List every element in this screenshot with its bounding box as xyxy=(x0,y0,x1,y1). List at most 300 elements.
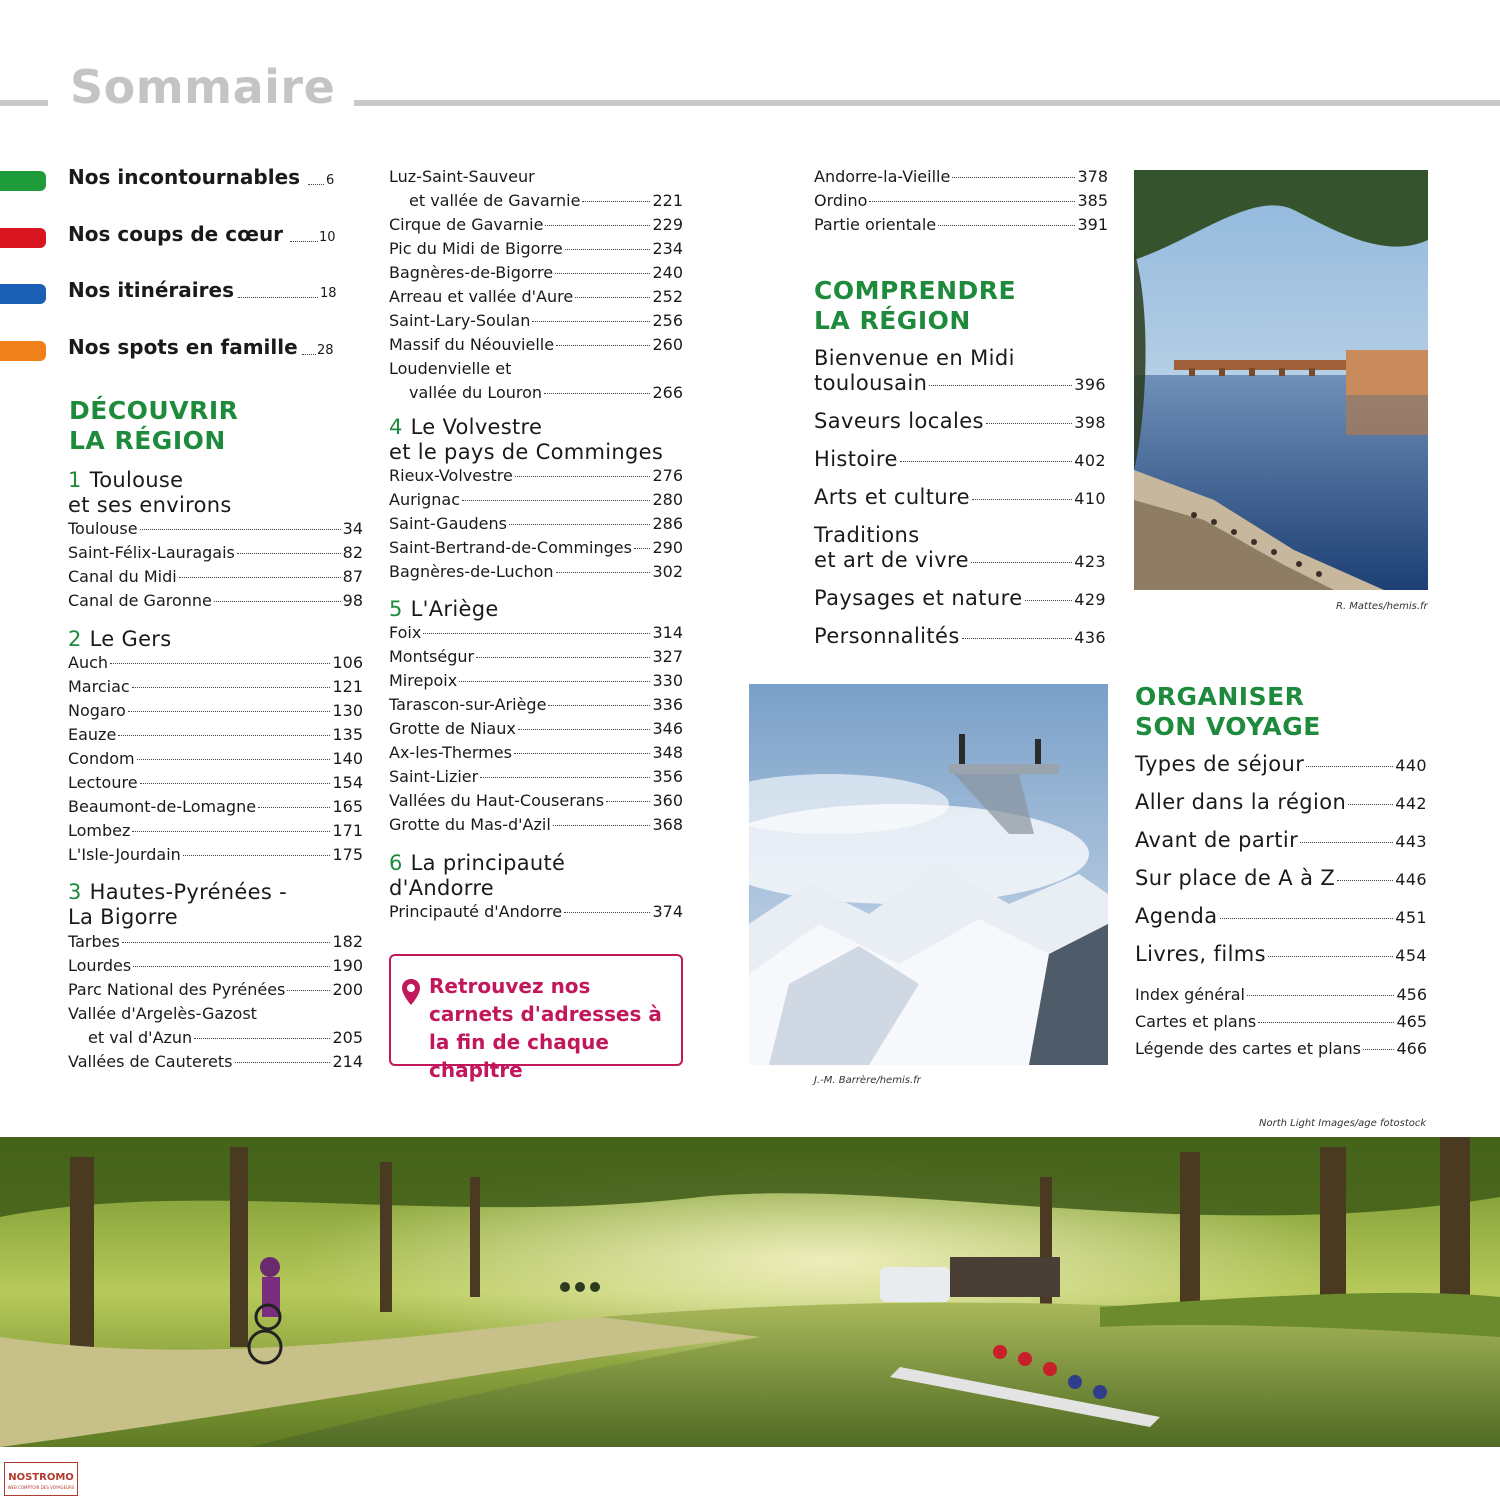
toc-entry[interactable] xyxy=(1135,1039,1427,1066)
dot-leader xyxy=(634,548,650,549)
toc-entry-label: Saint-Lizier xyxy=(389,767,479,786)
chapter-title-3[interactable] xyxy=(68,880,287,930)
toc-entry-label: et val d'Azun xyxy=(88,1028,193,1047)
toc-list-ch2 xyxy=(68,653,363,869)
dot-leader xyxy=(606,801,650,802)
dot-leader xyxy=(1306,766,1393,767)
toc-entry-label: Arts et culture xyxy=(814,485,971,509)
toc-entry-label: L'Isle-Jourdain xyxy=(68,845,181,864)
toc-entry[interactable] xyxy=(814,371,1106,409)
photo-credit-canal: North Light Images/age fotostock xyxy=(1259,1118,1427,1129)
toc-entry-page: 436 xyxy=(1074,628,1106,647)
toc-list-ch3-cont xyxy=(389,167,683,407)
toc-entry[interactable] xyxy=(389,311,683,335)
toc-entry[interactable] xyxy=(389,671,683,695)
toc-entry-page: 410 xyxy=(1074,489,1106,508)
toc-entry-page: 121 xyxy=(332,677,363,696)
toc-entry-page: 165 xyxy=(332,797,363,816)
toc-entry[interactable] xyxy=(68,845,363,869)
toc-entry-label: Foix xyxy=(389,623,422,642)
dot-leader xyxy=(179,577,341,578)
dot-leader xyxy=(423,633,650,634)
toc-entry-label: Luz-Saint-Sauveur xyxy=(389,167,535,186)
toc-entry[interactable] xyxy=(68,543,363,567)
dot-leader xyxy=(1300,842,1393,843)
toc-entry-label: Bagnères-de-Luchon xyxy=(389,562,554,581)
dot-leader xyxy=(132,687,331,688)
toc-entry-page: 221 xyxy=(652,191,683,210)
toc-entry-label: Traditions xyxy=(814,523,920,547)
pyrenees-photo-illustration xyxy=(749,684,1108,1065)
toc-entry-label: Montségur xyxy=(389,647,475,666)
section-title-understand xyxy=(814,276,1016,336)
toc-entry[interactable] xyxy=(389,263,683,287)
dot-leader xyxy=(553,825,651,826)
toc-entry-label: Types de séjour xyxy=(1135,752,1305,776)
toc-entry-page: 234 xyxy=(652,239,683,258)
dot-leader xyxy=(869,201,1075,202)
toc-list-organise xyxy=(1135,752,1427,980)
toc-entry[interactable] xyxy=(68,591,363,615)
toc-entry-page: 280 xyxy=(652,490,683,509)
nostromo-logo xyxy=(4,1462,78,1496)
toc-entry[interactable] xyxy=(814,548,1106,586)
page-title: Sommaire xyxy=(70,60,336,114)
toc-entry[interactable] xyxy=(1135,866,1427,904)
toc-entry-label: Auch xyxy=(68,653,109,672)
chapter-title-1[interactable] xyxy=(68,468,232,518)
section-title-organise xyxy=(1135,682,1321,742)
toc-entry-page: 256 xyxy=(652,311,683,330)
toc-entry-label-only[interactable] xyxy=(814,346,1106,371)
toc-list-ch6-cont xyxy=(814,167,1108,239)
toc-entry-label: Aurignac xyxy=(389,490,461,509)
dot-leader xyxy=(544,393,650,394)
toc-entry-page: 423 xyxy=(1074,552,1106,571)
chapter-number: 6 xyxy=(389,851,403,875)
toc-entry[interactable] xyxy=(814,167,1108,191)
toc-entry[interactable] xyxy=(389,902,683,926)
canal-photo xyxy=(0,1137,1500,1447)
dot-leader xyxy=(556,572,651,573)
chapter-title-2[interactable] xyxy=(68,627,171,652)
chapter-title-line: et ses environs xyxy=(68,493,232,517)
toc-entry-page: 346 xyxy=(652,719,683,738)
section-title-line: COMPRENDRE xyxy=(814,276,1017,305)
toc-entry-page: 336 xyxy=(652,695,683,714)
toc-entry-label: Nogaro xyxy=(68,701,126,720)
toc-entry[interactable] xyxy=(68,749,363,773)
toc-entry-label: Principauté d'Andorre xyxy=(389,902,563,921)
dot-leader xyxy=(137,759,331,760)
toc-entry[interactable] xyxy=(68,653,363,677)
toc-entry[interactable] xyxy=(389,383,683,407)
toc-entry[interactable] xyxy=(814,485,1106,523)
chapter-title-line: d'Andorre xyxy=(389,876,495,900)
toc-entry-page: 266 xyxy=(652,383,683,402)
toc-entry-label-only[interactable] xyxy=(814,523,1106,548)
toc-entry[interactable] xyxy=(68,701,363,725)
toc-entry-label: Pic du Midi de Bigorre xyxy=(389,239,563,258)
highlight-label: Nos incontournables xyxy=(68,165,301,189)
toc-entry-page: 378 xyxy=(1077,167,1108,186)
toc-entry-page: 98 xyxy=(342,591,363,610)
dot-leader xyxy=(238,296,318,298)
toc-entry-label: Vallée d'Argelès-Gazost xyxy=(68,1004,257,1023)
toc-entry-page: 348 xyxy=(652,743,683,762)
chapter-title-6[interactable] xyxy=(389,851,565,901)
toc-entry-label: Saint-Félix-Lauragais xyxy=(68,543,235,562)
dot-leader xyxy=(509,524,650,525)
photo-credit-toulouse: R. Mattes/hemis.fr xyxy=(1336,601,1428,612)
highlight-page: 10 xyxy=(319,229,336,245)
dot-leader xyxy=(1258,1022,1394,1023)
address-callout xyxy=(389,954,683,1082)
toc-entry-label: Mirepoix xyxy=(389,671,458,690)
toc-entry-label: Index général xyxy=(1135,985,1245,1004)
toc-entry-page: 175 xyxy=(332,845,363,864)
dot-leader xyxy=(118,735,330,736)
toc-entry[interactable] xyxy=(68,773,363,797)
highlight-item[interactable] xyxy=(0,278,370,335)
toc-entry-page: 398 xyxy=(1074,413,1106,432)
toc-entry-page: 402 xyxy=(1074,451,1106,470)
dot-leader xyxy=(582,201,650,202)
toc-entry-label: Lectoure xyxy=(68,773,138,792)
toc-entry[interactable] xyxy=(68,932,363,956)
chapter-title-line: Toulouse xyxy=(89,468,184,492)
pyrenees-photo xyxy=(749,684,1108,1065)
highlight-item[interactable] xyxy=(0,165,370,222)
toc-entry[interactable] xyxy=(1135,1012,1427,1039)
toc-entry[interactable] xyxy=(389,215,683,239)
toc-entry-page: 440 xyxy=(1395,756,1427,775)
logo-tagline: WEB COMPTOIR DES VOYAGEURS xyxy=(7,1485,75,1490)
toc-entry[interactable] xyxy=(389,538,683,562)
toc-entry-label: Partie orientale xyxy=(814,215,937,234)
title-row xyxy=(0,60,1500,120)
toc-entry-label: Ordino xyxy=(814,191,868,210)
toc-entry-page: 456 xyxy=(1396,985,1427,1004)
toc-entry[interactable] xyxy=(68,821,363,845)
toc-entry-label: Condom xyxy=(68,749,135,768)
highlight-label: Nos itinéraires xyxy=(68,278,234,302)
highlight-page: 6 xyxy=(326,173,335,188)
toc-entry[interactable] xyxy=(814,191,1108,215)
toc-entry-label: Histoire xyxy=(814,447,898,471)
toc-entry-page: 214 xyxy=(332,1052,363,1071)
toc-entry[interactable] xyxy=(68,725,363,749)
toc-entry-label: Rieux-Volvestre xyxy=(389,466,513,485)
dot-leader xyxy=(515,476,651,477)
toc-entry[interactable] xyxy=(389,767,683,791)
toc-entry-label: Lombez xyxy=(68,821,131,840)
toc-entry-label: Légende des cartes et plans xyxy=(1135,1039,1361,1058)
toc-entry-label: Aller dans la région xyxy=(1135,790,1347,814)
title-rule-right xyxy=(354,100,1500,106)
toc-entry[interactable] xyxy=(389,743,683,767)
dot-leader xyxy=(302,353,316,355)
toc-entry-page: 252 xyxy=(652,287,683,306)
toc-entry-label: Cartes et plans xyxy=(1135,1012,1257,1031)
chapter-title-line: La principauté xyxy=(410,851,566,875)
dot-leader xyxy=(929,385,1072,386)
dot-leader xyxy=(122,942,331,943)
dot-leader xyxy=(938,225,1075,226)
toc-entry-page: 240 xyxy=(652,263,683,282)
highlight-color-bar xyxy=(0,341,46,361)
dot-leader xyxy=(132,831,330,832)
highlight-page: 18 xyxy=(320,286,337,301)
chapter-title-4[interactable] xyxy=(389,415,663,465)
toc-entry-label: Saint-Gaudens xyxy=(389,514,507,533)
toc-entry-label: Ax-les-Thermes xyxy=(389,743,512,762)
logo-name: NOSTROMO xyxy=(8,1472,74,1483)
highlight-item[interactable] xyxy=(0,335,370,392)
toc-entry-page: 205 xyxy=(332,1028,363,1047)
dot-leader xyxy=(459,681,650,682)
dot-leader xyxy=(564,912,650,913)
toc-entry-page: 385 xyxy=(1077,191,1108,210)
toc-entry[interactable] xyxy=(389,719,683,743)
toc-entry-page: 446 xyxy=(1395,870,1427,889)
dot-leader xyxy=(110,663,330,664)
dot-leader xyxy=(1337,880,1393,881)
dot-leader xyxy=(986,423,1072,424)
toc-entry-page: 327 xyxy=(652,647,683,666)
toc-entry-page: 154 xyxy=(332,773,363,792)
toc-entry-page: 190 xyxy=(332,956,363,975)
dot-leader xyxy=(962,638,1073,639)
toc-entry-page: 34 xyxy=(342,519,363,538)
toc-entry[interactable] xyxy=(814,447,1106,485)
location-pin-icon xyxy=(401,978,421,1006)
toc-entry-page: 82 xyxy=(342,543,363,562)
dot-leader xyxy=(476,657,650,658)
toc-entry[interactable] xyxy=(814,624,1106,662)
canal-photo-illustration xyxy=(0,1137,1500,1447)
dot-leader xyxy=(514,753,651,754)
toc-entry[interactable] xyxy=(814,586,1106,624)
toc-entry-page: 171 xyxy=(332,821,363,840)
toc-entry-label: toulousain xyxy=(814,371,928,395)
toc-entry-page: 442 xyxy=(1395,794,1427,813)
toc-entry-page: 356 xyxy=(652,767,683,786)
toc-entry[interactable] xyxy=(814,409,1106,447)
toc-entry[interactable] xyxy=(389,815,683,839)
toc-entry[interactable] xyxy=(68,519,363,543)
chapter-title-line: Le Gers xyxy=(89,627,172,651)
dot-leader xyxy=(235,1062,331,1063)
toc-entry[interactable] xyxy=(68,1052,363,1076)
chapter-title-line: L'Ariège xyxy=(410,597,499,621)
toc-entry[interactable] xyxy=(1135,942,1427,980)
toc-entry[interactable] xyxy=(389,239,683,263)
toc-entry-label: Saint-Lary-Soulan xyxy=(389,311,531,330)
toc-list-appendix xyxy=(1135,985,1427,1066)
highlight-label: Nos spots en famille xyxy=(68,334,298,359)
chapter-title-line: Hautes-Pyrénées - xyxy=(89,880,287,904)
toc-entry[interactable] xyxy=(389,287,683,311)
dot-leader xyxy=(575,297,650,298)
toc-entry[interactable] xyxy=(68,980,363,1004)
highlights-list xyxy=(0,165,370,391)
chapter-title-line: et le pays de Comminges xyxy=(389,440,664,464)
toc-entry-label: Cirque de Gavarnie xyxy=(389,215,544,234)
dot-leader xyxy=(548,705,650,706)
toc-entry-page: 314 xyxy=(652,623,683,642)
toc-entry-label: Loudenvielle et xyxy=(389,359,512,378)
toc-entry-label: Canal du Midi xyxy=(68,567,177,586)
section-title-discover xyxy=(69,396,238,456)
toc-entry-page: 276 xyxy=(652,466,683,485)
highlight-label: Nos coups de cœur xyxy=(68,221,284,246)
dot-leader xyxy=(545,225,650,226)
toc-entry[interactable] xyxy=(389,647,683,671)
dot-leader xyxy=(1268,956,1393,957)
toc-entry-page: 286 xyxy=(652,514,683,533)
toc-entry[interactable] xyxy=(1135,752,1427,790)
dot-leader xyxy=(971,562,1072,563)
highlight-page: 28 xyxy=(317,342,334,358)
toc-entry-page: 330 xyxy=(652,671,683,690)
toc-entry[interactable] xyxy=(68,567,363,591)
toc-entry[interactable] xyxy=(389,167,683,191)
dot-leader xyxy=(480,777,650,778)
toc-entry-page: 396 xyxy=(1074,375,1106,394)
toc-entry-label: Eauze xyxy=(68,725,117,744)
toc-entry-label: vallée du Louron xyxy=(409,383,543,402)
chapter-number: 1 xyxy=(68,468,82,492)
dot-leader xyxy=(133,966,330,967)
toc-entry-label: Massif du Néouvielle xyxy=(389,335,555,354)
chapter-number: 2 xyxy=(68,627,82,651)
toc-entry-label: Vallées de Cauterets xyxy=(68,1052,233,1071)
toc-entry-label: Sur place de A à Z xyxy=(1135,866,1336,890)
toc-list-ch3 xyxy=(68,932,363,1076)
toc-entry-label: Saveurs locales xyxy=(814,409,984,433)
toc-entry-page: 466 xyxy=(1396,1039,1427,1058)
toc-entry-label: Parc National des Pyrénées xyxy=(68,980,286,999)
title-rule-left xyxy=(0,100,48,106)
dot-leader xyxy=(308,183,324,185)
toc-entry-page: 200 xyxy=(332,980,363,999)
chapter-number: 3 xyxy=(68,880,82,904)
toc-entry[interactable] xyxy=(68,1028,363,1052)
toc-entry-page: 429 xyxy=(1074,590,1106,609)
toc-entry-label: Livres, films xyxy=(1135,942,1267,966)
chapter-title-line: La Bigorre xyxy=(68,905,179,929)
toc-entry-label: Saint-Bertrand-de-Comminges xyxy=(389,538,632,557)
toc-entry-page: 290 xyxy=(652,538,683,557)
toc-list-ch4 xyxy=(389,466,683,586)
section-title-line: DÉCOUVRIR xyxy=(69,396,239,425)
toc-entry[interactable] xyxy=(389,359,683,383)
dot-leader xyxy=(1247,995,1395,996)
toc-entry-label: Agenda xyxy=(1135,904,1218,928)
toc-list-ch1 xyxy=(68,519,363,615)
toc-entry-label: Marciac xyxy=(68,677,130,696)
toc-entry-label: Personnalités xyxy=(814,624,960,648)
dot-leader xyxy=(972,499,1072,500)
toc-entry[interactable] xyxy=(389,335,683,359)
toc-entry[interactable] xyxy=(1135,790,1427,828)
dot-leader xyxy=(1363,1049,1395,1050)
toc-entry[interactable] xyxy=(68,1004,363,1028)
dot-leader xyxy=(518,729,651,730)
dot-leader xyxy=(214,601,341,602)
toc-entry-page: 140 xyxy=(332,749,363,768)
toc-entry[interactable] xyxy=(814,215,1108,239)
highlight-color-bar xyxy=(0,284,46,304)
toc-entry[interactable] xyxy=(68,677,363,701)
toc-entry[interactable] xyxy=(389,791,683,815)
toc-entry[interactable] xyxy=(389,466,683,490)
dot-leader xyxy=(1025,600,1073,601)
toc-entry[interactable] xyxy=(389,562,683,586)
toc-entry-page: 229 xyxy=(652,215,683,234)
toc-entry-page: 130 xyxy=(332,701,363,720)
toc-entry[interactable] xyxy=(389,191,683,215)
dot-leader xyxy=(290,240,318,242)
dot-leader xyxy=(194,1038,330,1039)
section-title-line: LA RÉGION xyxy=(814,306,971,335)
toc-entry-page: 443 xyxy=(1395,832,1427,851)
toulouse-photo-illustration xyxy=(1134,170,1428,590)
toc-entry-page: 260 xyxy=(652,335,683,354)
toc-entry[interactable] xyxy=(1135,904,1427,942)
chapter-number: 4 xyxy=(389,415,403,439)
toc-entry-page: 465 xyxy=(1396,1012,1427,1031)
toc-entry-label: Tarascon-sur-Ariège xyxy=(389,695,547,714)
toc-entry[interactable] xyxy=(389,623,683,647)
dot-leader xyxy=(140,529,341,530)
chapter-title-5[interactable] xyxy=(389,597,499,622)
dot-leader xyxy=(900,461,1072,462)
toc-entry[interactable] xyxy=(1135,828,1427,866)
toc-entry-label: Grotte du Mas-d'Azil xyxy=(389,815,551,834)
toc-entry-page: 87 xyxy=(342,567,363,586)
callout-text: Retrouvez nos carnets d'adresses à la fin de chaque chapitre xyxy=(429,974,662,1082)
toc-entry-page: 374 xyxy=(652,902,683,921)
toc-entry[interactable] xyxy=(389,514,683,538)
toc-entry-label: Toulouse xyxy=(68,519,138,538)
toc-entry-label: Lourdes xyxy=(68,956,132,975)
highlight-item[interactable] xyxy=(0,222,370,279)
toc-entry-page: 302 xyxy=(652,562,683,581)
highlight-color-bar xyxy=(0,228,46,248)
section-title-line: ORGANISER xyxy=(1135,682,1305,711)
section-title-line: LA RÉGION xyxy=(69,426,226,455)
toc-entry[interactable] xyxy=(1135,985,1427,1012)
dot-leader xyxy=(128,711,331,712)
toc-entry[interactable] xyxy=(68,797,363,821)
toc-entry[interactable] xyxy=(68,956,363,980)
toc-list-ch6 xyxy=(389,902,683,926)
dot-leader xyxy=(532,321,650,322)
chapter-title-line: Le Volvestre xyxy=(410,415,543,439)
dot-leader xyxy=(565,249,651,250)
toc-entry[interactable] xyxy=(389,490,683,514)
toc-entry[interactable] xyxy=(389,695,683,719)
dot-leader xyxy=(555,273,650,274)
dot-leader xyxy=(140,783,331,784)
toc-entry-label: Canal de Garonne xyxy=(68,591,212,610)
toc-entry-label: et art de vivre xyxy=(814,548,969,572)
toc-entry-page: 182 xyxy=(332,932,363,951)
dot-leader xyxy=(183,855,331,856)
toc-entry-label: Grotte de Niaux xyxy=(389,719,516,738)
